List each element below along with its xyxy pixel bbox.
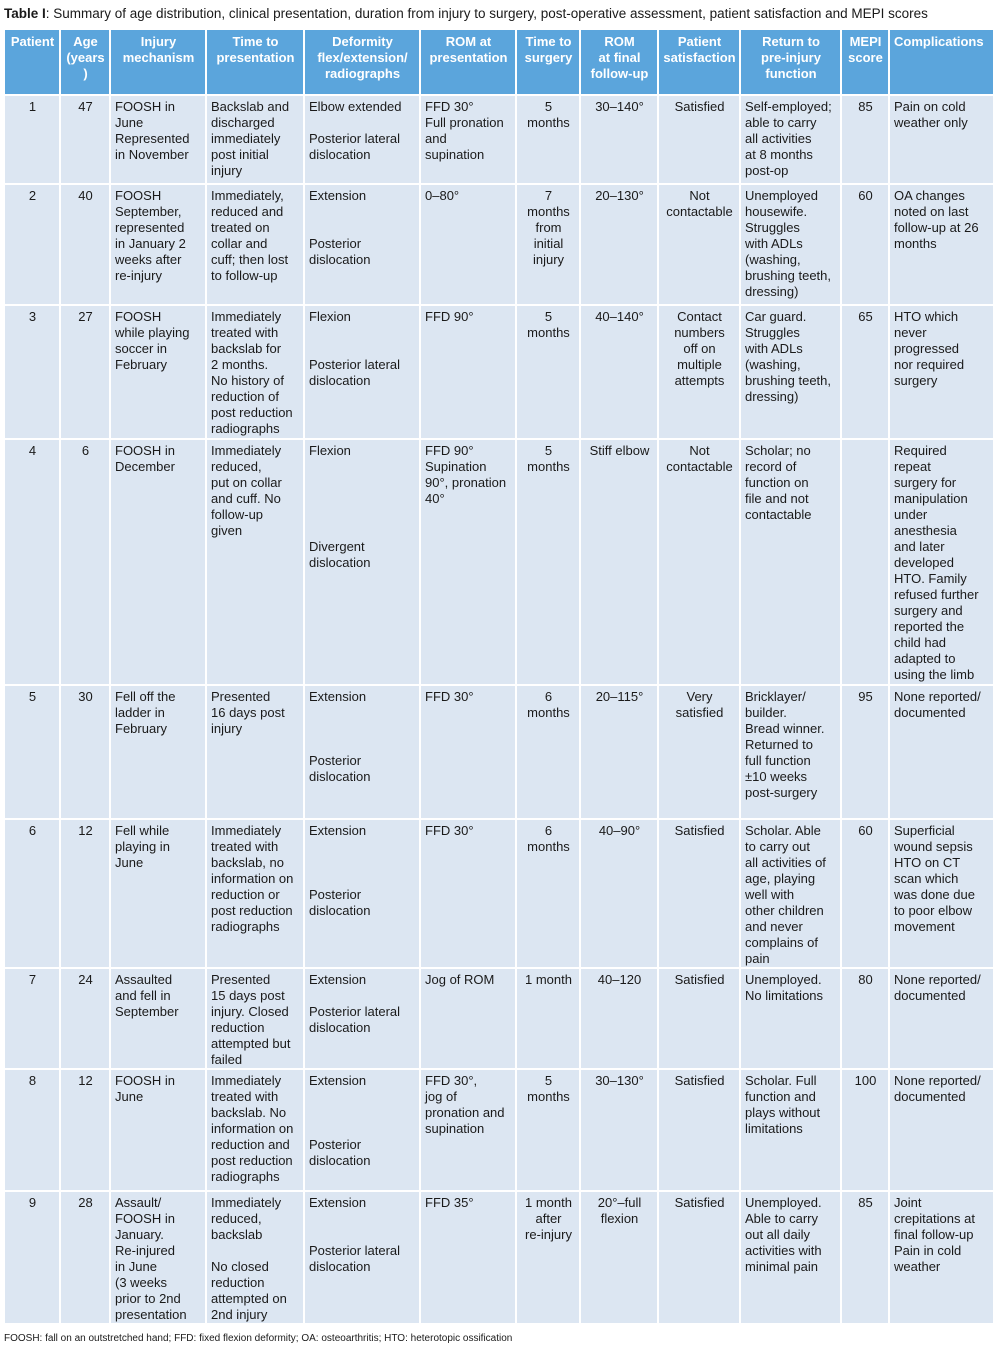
cell-rom-at-presentation: Jog of ROM [420,968,516,1069]
cell-mepi-score: 80 [841,968,889,1069]
cell-patient: 4 [4,439,60,685]
table-row [4,968,994,1069]
cell-mepi-score: 60 [841,819,889,968]
cell-deformity: Extension Posterior dislocation [304,1069,420,1191]
cell-injury-mechanism: Fell off the ladder in February [110,685,206,819]
table-row [4,439,994,685]
summary-table [3,28,995,1325]
cell-injury-mechanism: FOOSH in June Represented in November [110,95,206,184]
cell-time-to-surgery: 7 months from initial injury [516,184,580,305]
cell-age: 30 [60,685,110,819]
cell-rom-final: 40–90° [580,819,658,968]
cell-time-to-presentation: Presented 15 days post injury. Closed reduction attempted but failed [206,968,304,1069]
cell-injury-mechanism: Assaulted and fell in September [110,968,206,1069]
cell-rom-final: Stiff elbow [580,439,658,685]
cell-return-to-function: Unemployed housewife. Struggles with ADLs (washing, brushing teeth, dressing) [740,184,841,305]
cell-return-to-function: Unemployed. Able to carry out all daily activities with minimal pain [740,1191,841,1324]
cell-time-to-presentation: Immediately treated with backslab for 2 months. No history of reduction of post reduction radiographs [206,305,304,439]
cell-age: 47 [60,95,110,184]
column-header-injury-mechanism: Injury mechanism [110,29,206,95]
cell-complications: None reported/ documented [889,968,994,1069]
cell-age: 12 [60,819,110,968]
cell-deformity: Elbow extended Posterior lateral dislocation [304,95,420,184]
cell-patient: 6 [4,819,60,968]
cell-rom-at-presentation: 0–80° [420,184,516,305]
column-header-rom-final: ROM at final follow-up [580,29,658,95]
column-header-mepi-score: MEPI score [841,29,889,95]
cell-time-to-surgery: 6 months [516,685,580,819]
column-header-time-to-presentation: Time to presentation [206,29,304,95]
cell-complications: Joint crepitations at final follow-up Pain in cold weather [889,1191,994,1324]
cell-time-to-surgery: 5 months [516,305,580,439]
cell-rom-at-presentation: FFD 90° [420,305,516,439]
column-header-time-to-surgery: Time to surgery [516,29,580,95]
cell-rom-at-presentation: FFD 90° Supination 90°, pronation 40° [420,439,516,685]
cell-patient: 9 [4,1191,60,1324]
cell-mepi-score [841,439,889,685]
cell-complications: None reported/ documented [889,685,994,819]
cell-injury-mechanism: Fell while playing in June [110,819,206,968]
cell-time-to-presentation: Immediately reduced, backslab No closed reduction attempted on 2nd injury [206,1191,304,1324]
cell-complications: Superficial wound sepsis HTO on CT scan which was done due to poor elbow movement [889,819,994,968]
cell-age: 40 [60,184,110,305]
cell-mepi-score: 65 [841,305,889,439]
cell-time-to-surgery: 5 months [516,439,580,685]
cell-mepi-score: 60 [841,184,889,305]
cell-patient-satisfaction: Satisfied [658,968,740,1069]
cell-rom-at-presentation: FFD 30°, jog of pronation and supination [420,1069,516,1191]
cell-rom-at-presentation: FFD 30° [420,819,516,968]
cell-complications: OA changes noted on last follow-up at 26 months [889,184,994,305]
cell-rom-at-presentation: FFD 30° [420,685,516,819]
table-row [4,819,994,968]
cell-patient: 7 [4,968,60,1069]
cell-patient-satisfaction: Contact numbers off on multiple attempts [658,305,740,439]
cell-complications: HTO which never progressed nor required surgery [889,305,994,439]
cell-time-to-presentation: Immediately treated with backslab, no information on reduction or post reduction radiographs [206,819,304,968]
cell-return-to-function: Self-employed; able to carry all activities at 8 months post-op [740,95,841,184]
column-header-rom-at-presentation: ROM at presentation [420,29,516,95]
cell-age: 27 [60,305,110,439]
table-row [4,184,994,305]
cell-return-to-function: Scholar; no record of function on file and not contactable [740,439,841,685]
cell-mepi-score: 100 [841,1069,889,1191]
cell-rom-final: 20°–full flexion [580,1191,658,1324]
cell-rom-final: 30–130° [580,1069,658,1191]
cell-rom-final: 20–130° [580,184,658,305]
cell-patient-satisfaction: Very satisfied [658,685,740,819]
cell-return-to-function: Unemployed. No limitations [740,968,841,1069]
cell-patient: 1 [4,95,60,184]
column-header-complications: Complications [889,29,994,95]
header-row [4,29,994,95]
cell-return-to-function: Bricklayer/ builder. Bread winner. Returned to full function ±10 weeks post-surgery [740,685,841,819]
column-header-return-to-function: Return to pre-injury function [740,29,841,95]
cell-deformity: Extension Posterior dislocation [304,184,420,305]
cell-patient: 2 [4,184,60,305]
cell-rom-at-presentation: FFD 30° Full pronation and supination [420,95,516,184]
cell-age: 6 [60,439,110,685]
cell-mepi-score: 85 [841,95,889,184]
cell-injury-mechanism: FOOSH September, represented in January 2 weeks after re-injury [110,184,206,305]
column-header-patient: Patient [4,29,60,95]
cell-time-to-presentation: Immediately treated with backslab. No information on reduction and post reduction radiographs [206,1069,304,1191]
cell-patient-satisfaction: Not contactable [658,439,740,685]
table-row [4,1069,994,1191]
cell-time-to-presentation: Immediately, reduced and treated on collar and cuff; then lost to follow-up [206,184,304,305]
cell-deformity: Extension Posterior dislocation [304,819,420,968]
cell-rom-final: 30–140° [580,95,658,184]
cell-time-to-presentation: Immediately reduced, put on collar and cuff. No follow-up given [206,439,304,685]
cell-time-to-presentation: Backslab and discharged immediately post initial injury [206,95,304,184]
cell-patient: 5 [4,685,60,819]
table-row [4,1191,994,1324]
cell-mepi-score: 95 [841,685,889,819]
cell-complications: Required repeat surgery for manipulation under anesthesia and later developed HTO. Family refused further surgery and reported the child had adapted to using the limb [889,439,994,685]
cell-patient-satisfaction: Satisfied [658,95,740,184]
column-header-patient-satisfaction: Patient satisfaction [658,29,740,95]
cell-time-to-surgery: 5 months [516,1069,580,1191]
table-row [4,685,994,819]
cell-time-to-surgery: 1 month after re-injury [516,1191,580,1324]
cell-deformity: Flexion Posterior lateral dislocation [304,305,420,439]
cell-return-to-function: Scholar. Full function and plays without limitations [740,1069,841,1191]
cell-age: 12 [60,1069,110,1191]
cell-patient-satisfaction: Not contactable [658,184,740,305]
cell-patient-satisfaction: Satisfied [658,1191,740,1324]
table-body [4,95,994,1324]
table-caption-text: : Summary of age distribution, clinical presentation, duration from injury to surgery, post-operative assessment, patient satisfaction and MEPI scores [45,6,928,21]
cell-rom-final: 40–120 [580,968,658,1069]
column-header-age: Age (years) [60,29,110,95]
footnote: FOOSH: fall on an outstretched hand; FFD: fixed flexion deformity; OA: osteoarthritis; HTO: heterotopic ossification [4,1333,513,1344]
cell-return-to-function: Scholar. Able to carry out all activities of age, playing well with other children and never complains of pain [740,819,841,968]
cell-injury-mechanism: FOOSH while playing soccer in February [110,305,206,439]
cell-time-to-presentation: Presented 16 days post injury [206,685,304,819]
cell-time-to-surgery: 1 month [516,968,580,1069]
cell-deformity: Flexion Divergent dislocation [304,439,420,685]
cell-time-to-surgery: 5 months [516,95,580,184]
cell-age: 28 [60,1191,110,1324]
table-label: Table I [4,6,46,21]
column-header-deformity: Deformity flex/extension/ radiographs [304,29,420,95]
cell-injury-mechanism: FOOSH in December [110,439,206,685]
cell-return-to-function: Car guard. Struggles with ADLs (washing, brushing teeth, dressing) [740,305,841,439]
cell-rom-at-presentation: FFD 35° [420,1191,516,1324]
cell-deformity: Extension Posterior lateral dislocation [304,968,420,1069]
cell-rom-final: 40–140° [580,305,658,439]
cell-complications: Pain on cold weather only [889,95,994,184]
cell-injury-mechanism: FOOSH in June [110,1069,206,1191]
cell-mepi-score: 85 [841,1191,889,1324]
cell-deformity: Extension Posterior lateral dislocation [304,1191,420,1324]
table-row [4,95,994,184]
cell-time-to-surgery: 6 months [516,819,580,968]
table-caption [4,5,1000,22]
cell-patient: 3 [4,305,60,439]
cell-patient-satisfaction: Satisfied [658,1069,740,1191]
cell-patient-satisfaction: Satisfied [658,819,740,968]
cell-patient: 8 [4,1069,60,1191]
cell-injury-mechanism: Assault/ FOOSH in January. Re-injured in June (3 weeks prior to 2nd presentation [110,1191,206,1324]
table-row [4,305,994,439]
cell-rom-final: 20–115° [580,685,658,819]
cell-age: 24 [60,968,110,1069]
cell-deformity: Extension Posterior dislocation [304,685,420,819]
cell-complications: None reported/ documented [889,1069,994,1191]
